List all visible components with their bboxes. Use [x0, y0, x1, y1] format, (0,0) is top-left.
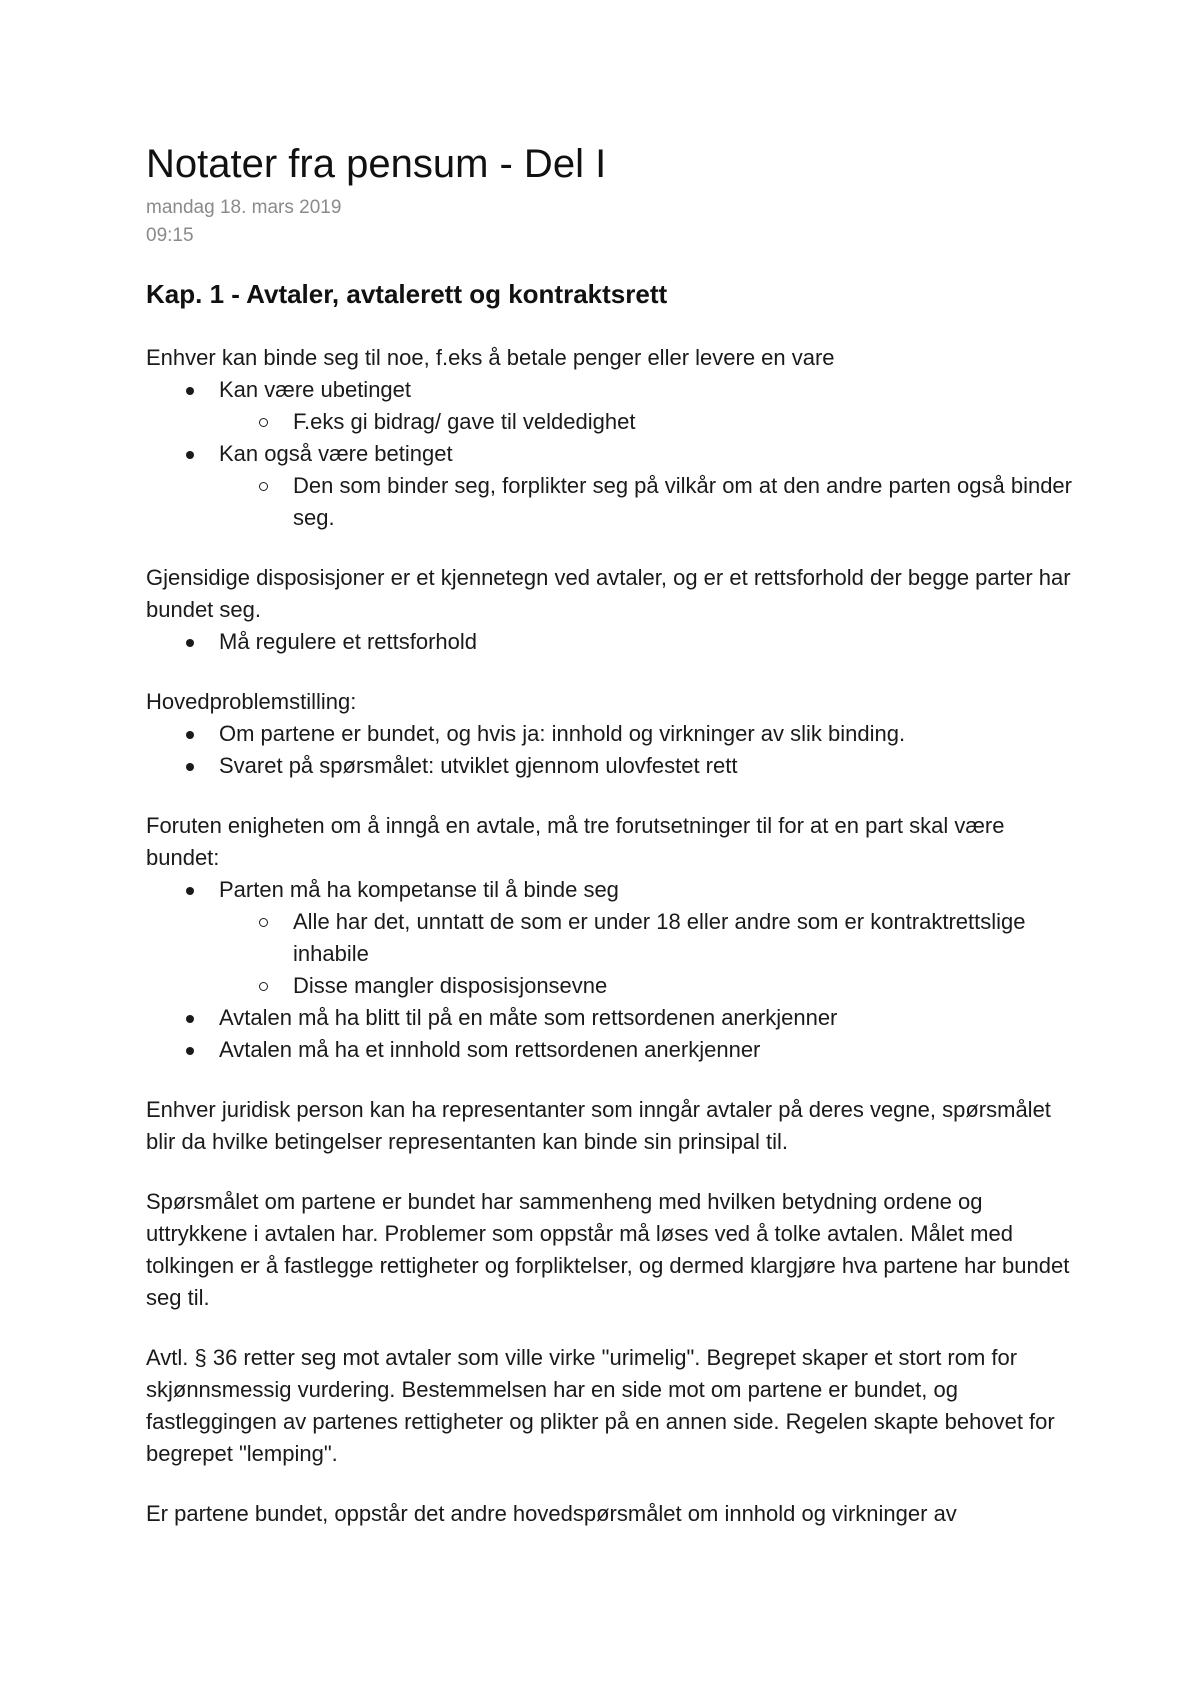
- bullet-item: Avtalen må ha et innhold som rettsordenen anerkjenner: [146, 1034, 1076, 1066]
- sub-bullet-item: F.eks gi bidrag/ gave til veldedighet: [146, 406, 1076, 438]
- bullet-item: Parten må ha kompetanse til å binde seg: [146, 874, 1076, 906]
- chapter-heading: Kap. 1 - Avtaler, avtalerett og kontraktsrett: [146, 279, 668, 309]
- sub-bullet-item: Alle har det, unntatt de som er under 18 eller andre som er kontraktrettslige inhabile: [146, 906, 1076, 970]
- bullet-list: [146, 374, 1076, 534]
- sub-bullet-item: Den som binder seg, forplikter seg på vilkår om at den andre parten også binder seg.: [146, 470, 1076, 534]
- sub-bullet-item: Disse mangler disposisjonsevne: [146, 970, 1076, 1002]
- text-block: [146, 1498, 1076, 1530]
- bullet-item: Avtalen må ha blitt til på en måte som rettsordenen anerkjenner: [146, 1002, 1076, 1034]
- text-block: [146, 810, 1076, 1066]
- document-body: [146, 342, 1076, 1530]
- text-block: [146, 562, 1076, 658]
- time-stamp: 09:15: [146, 225, 194, 246]
- paragraph: Er partene bundet, oppstår det andre hovedspørsmålet om innhold og virkninger av: [146, 1500, 957, 1526]
- bullet-list: [146, 626, 1076, 658]
- date-stamp: mandag 18. mars 2019: [146, 197, 342, 218]
- paragraph: Avtl. § 36 retter seg mot avtaler som ville virke "urimelig". Begrepet skaper et stort rom for skjønnsmessig vurdering. Bestemmelsen har en side mot om partene er bundet, og fastleggingen av partenes rettigheter og plikter på en annen side. Regelen skapte behovet for begrepet "lemping".: [146, 1344, 1055, 1466]
- page-title: Notater fra pensum - Del I: [146, 142, 607, 186]
- paragraph: Spørsmålet om partene er bundet har sammenheng med hvilken betydning ordene og uttrykkene i avtalen har. Problemer som oppstår må løses ved å tolke avtalen. Målet med tolkingen er å fastlegge rettigheter og forpliktelser, og dermed klargjøre hva partene har bundet seg til.: [146, 1188, 1070, 1310]
- bullet-item: Svaret på spørsmålet: utviklet gjennom ulovfestet rett: [146, 750, 1076, 782]
- paragraph: Hovedproblemstilling:: [146, 688, 357, 714]
- paragraph: Gjensidige disposisjoner er et kjennetegn ved avtaler, og er et rettsforhold der begge parter har bundet seg.: [146, 564, 1071, 622]
- text-block: [146, 686, 1076, 782]
- paragraph: Foruten enigheten om å inngå en avtale, må tre forutsetninger til for at en part skal være bundet:: [146, 812, 1005, 870]
- bullet-item: Kan være ubetinget: [146, 374, 1076, 406]
- document-page: [146, 140, 1076, 1530]
- text-block: [146, 1186, 1076, 1314]
- bullet-item: Må regulere et rettsforhold: [146, 626, 1076, 658]
- bullet-list: [146, 718, 1076, 782]
- bullet-item: Om partene er bundet, og hvis ja: innhold og virkninger av slik binding.: [146, 718, 1076, 750]
- bullet-list: [146, 874, 1076, 1066]
- paragraph: Enhver kan binde seg til noe, f.eks å betale penger eller levere en vare: [146, 344, 835, 370]
- text-block: [146, 1094, 1076, 1158]
- text-block: [146, 342, 1076, 534]
- paragraph: Enhver juridisk person kan ha representanter som inngår avtaler på deres vegne, spørsmålet blir da hvilke betingelser representanten kan binde sin prinsipal til.: [146, 1096, 1051, 1154]
- text-block: [146, 1342, 1076, 1470]
- bullet-item: Kan også være betinget: [146, 438, 1076, 470]
